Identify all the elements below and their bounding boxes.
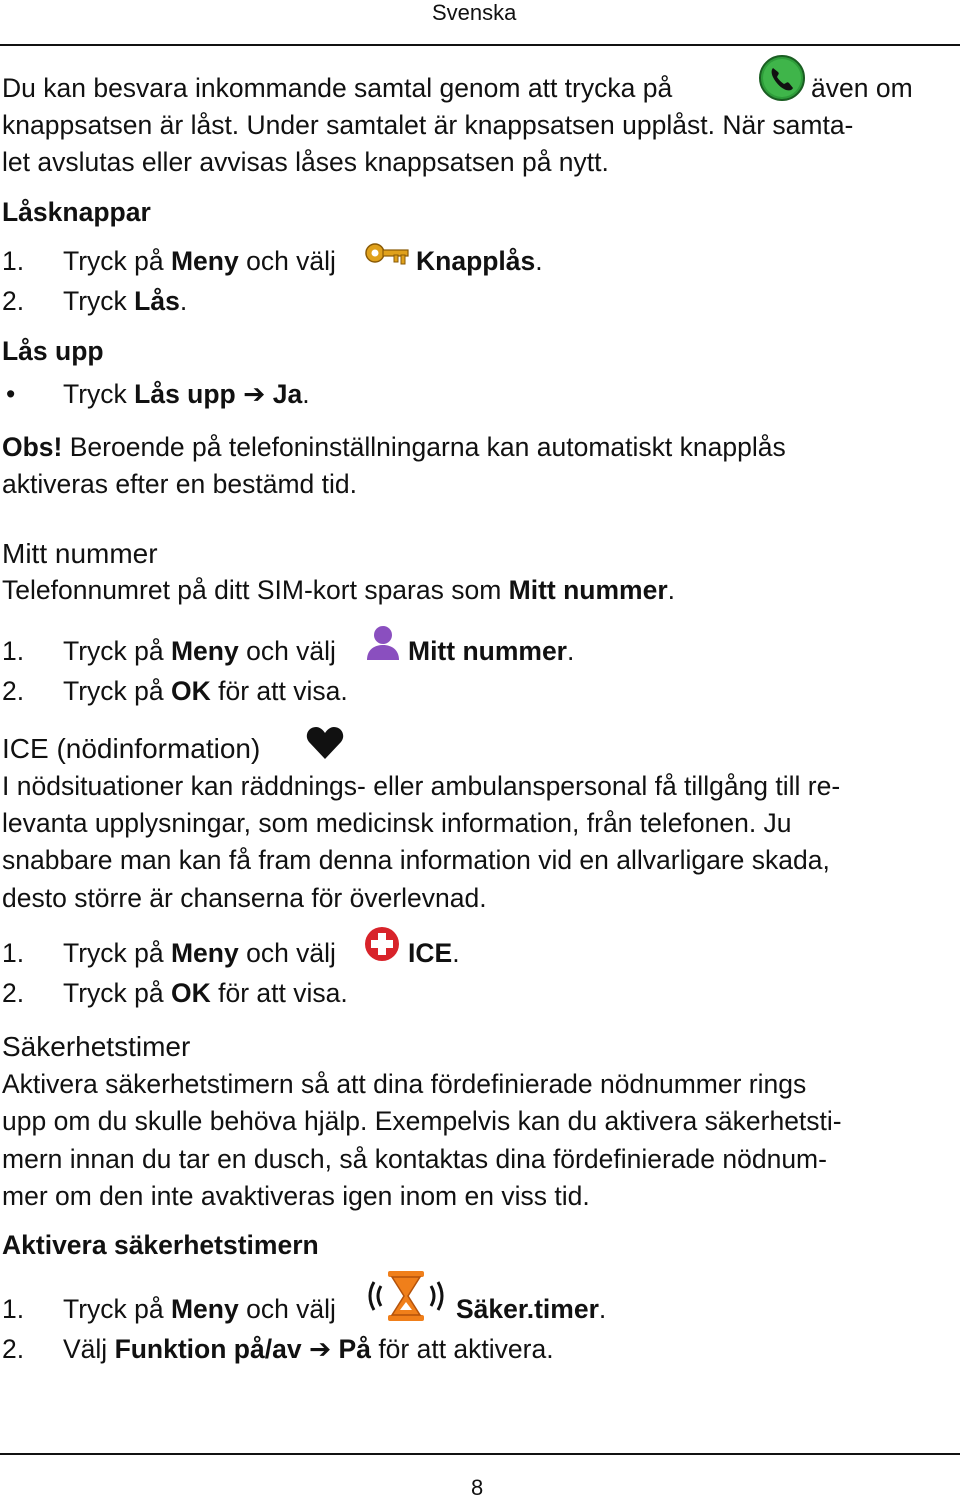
ice-step-1-target: ICE. [408,938,460,968]
unlock-heading: Lås upp [2,336,104,366]
note-line-2: aktiveras efter en bestämd tid. [2,469,357,499]
person-icon [364,622,402,667]
heart-icon [306,726,344,765]
safety-timer-subheading: Aktivera säkerhetstimern [2,1230,319,1260]
my-number-step-1-target: Mitt nummer. [408,636,575,666]
hourglass-timer-icon [364,1268,448,1329]
timer-step-1-target: Säker.timer. [456,1294,607,1324]
ice-line-4: desto större är chanserna för överlevnad. [2,883,487,913]
lock-step-1-target: Knapplås. [416,246,543,276]
ice-step-1-num: 1. [2,938,25,968]
timer-step-2-num: 2. [2,1334,25,1364]
safety-timer-line-2: upp om du skulle behöva hjälp. Exempelvis kan du aktivera säkerhetsti- [2,1106,842,1136]
lock-keys-heading: Låsknappar [2,197,151,227]
lock-step-1-num: 1. [2,246,25,276]
ice-cross-icon [364,926,400,967]
arrow-right-icon: ➔ [308,1334,332,1364]
safety-timer-line-1: Aktivera säkerhetstimern så att dina fördefinierade nödnummer rings [2,1069,807,1099]
my-number-step-2-num: 2. [2,676,25,706]
unlock-step: Tryck Lås upp ➔ Ja. [63,379,310,409]
lock-step-2-num: 2. [2,286,25,316]
timer-step-1-num: 1. [2,1294,25,1324]
intro-line-2: knappsatsen är låst. Under samtalet är knappsatsen upplåst. När samta- [2,110,854,140]
unlock-bullet: • [6,379,16,409]
footer-rule [0,1453,960,1455]
intro-line-3: let avslutas eller avvisas låses knappsatsen på nytt. [2,147,609,177]
my-number-step-1-num: 1. [2,636,25,666]
my-number-heading: Mitt nummer [2,538,158,569]
ice-line-1: I nödsituationer kan räddnings- eller ambulanspersonal få tillgång till re- [2,771,841,801]
safety-timer-line-4: mer om den inte avaktiveras igen inom en viss tid. [2,1181,590,1211]
ice-step-1: Tryck på Meny och välj [63,938,336,968]
header-rule [0,44,960,46]
ice-line-3: snabbare man kan få fram denna information vid en allvarligare skada, [2,845,830,875]
arrow-right-icon: ➔ [243,379,266,409]
intro-line-1a: Du kan besvara inkommande samtal genom att trycka på [2,73,673,103]
timer-step-1: Tryck på Meny och välj [63,1294,336,1324]
safety-timer-line-3: mern innan du tar en dusch, så kontaktas dina fördefinierade nödnum- [2,1144,827,1174]
page-number: 8 [471,1475,484,1500]
intro-line-1b: även om [811,73,913,103]
my-number-desc: Telefonnumret på ditt SIM-kort sparas som Mitt nummer. [2,575,676,605]
ice-step-2: Tryck på OK för att visa. [63,978,348,1008]
my-number-step-2: Tryck på OK för att visa. [63,676,348,706]
ice-line-2: levanta upplysningar, som medicinsk information, från telefonen. Ju [2,808,792,838]
safety-timer-heading: Säkerhetstimer [2,1031,191,1062]
lock-step-1: Tryck på Meny och välj [63,246,336,276]
header-language: Svenska [432,0,517,25]
key-icon [364,240,410,279]
timer-step-2: Välj Funktion på/av ➔ På för att aktivera. [63,1334,554,1364]
note-line-1: Obs! Beroende på telefoninställningarna kan automatiskt knapplås [2,432,786,462]
my-number-step-1: Tryck på Meny och välj [63,636,336,666]
lock-step-2: Tryck Lås. [63,286,188,316]
ice-heading: ICE (nödinformation) [2,733,261,764]
phone-answer-icon [758,54,806,107]
ice-step-2-num: 2. [2,978,25,1008]
